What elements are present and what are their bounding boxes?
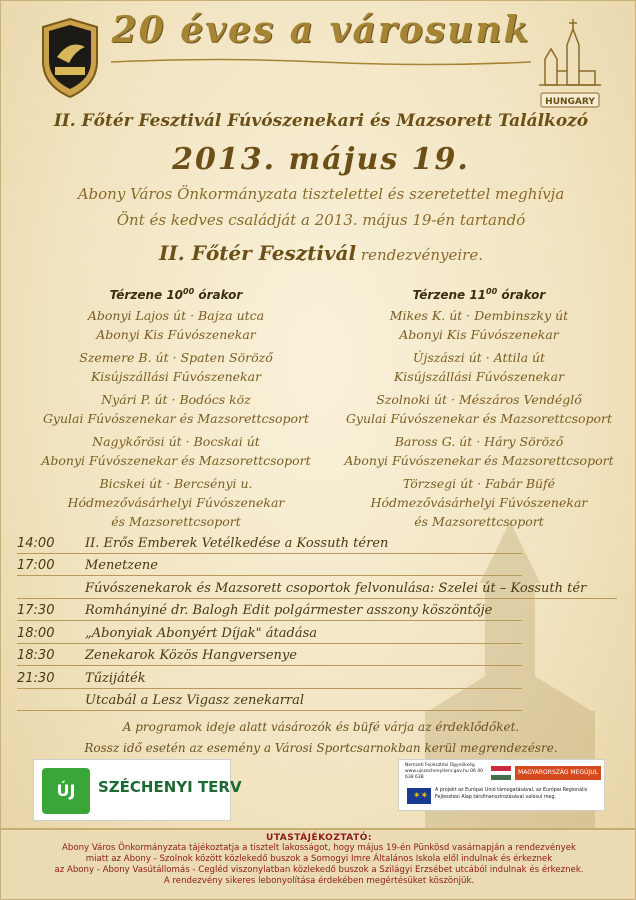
schedule-row xyxy=(17,576,617,599)
eu-flag-icon: ✶✶ xyxy=(407,788,431,804)
schedule-event: Romhányiné dr. Balogh Edit polgármester asszony köszöntője xyxy=(85,603,493,618)
stage-column-right xyxy=(344,287,614,535)
schedule-event: II. Erős Emberek Vetélkedése a Kossuth téren xyxy=(85,535,389,551)
szechenyi-terv-logo xyxy=(33,759,242,821)
stop-location: Nagykőrösi út · Bocskai út xyxy=(92,434,260,449)
stage-stop xyxy=(41,306,311,344)
hungary-church-icon xyxy=(535,15,605,111)
stop-location: Szolnoki út · Mészáros Vendéglő xyxy=(376,392,582,407)
schedule-event: Fúvószenekarok és Mazsorett csoportok felvonulása: Szelei út – Kossuth tér xyxy=(85,580,587,596)
info-title: UTASTÁJÉKOZTATÓ: xyxy=(266,833,372,843)
stage-column-left xyxy=(41,287,311,535)
hungary-label: HUNGARY xyxy=(545,97,595,107)
stop-band-extra: és Mazsorettcsoport xyxy=(414,514,544,529)
stage-stop xyxy=(41,474,311,531)
schedule-event: Tűzijáték xyxy=(85,670,146,686)
schedule-row xyxy=(17,689,522,712)
stage-stop xyxy=(344,390,614,428)
schedule-row xyxy=(17,621,522,644)
stage-stop xyxy=(344,432,614,470)
schedule-event: Menetzene xyxy=(85,558,158,573)
invitation-line-1: Abony Város Önkormányzata tisztelettel és szeretettel meghívja xyxy=(77,185,565,203)
schedule-row xyxy=(17,644,522,667)
info-line: Abony Város Önkormányzata tájékoztatja a tisztelt lakosságot, hogy május 19-én Pünkösd vasárnapján a rendezvények xyxy=(61,843,576,853)
schedule-row xyxy=(17,666,522,689)
stop-band-extra: és Mazsorettcsoport xyxy=(111,514,241,529)
abony-crest-icon xyxy=(35,17,105,99)
eu-funding-box xyxy=(398,759,605,811)
stop-location: Bicskei út · Bercsényi u. xyxy=(99,476,253,491)
schedule-time: 18:30 xyxy=(17,648,55,663)
stop-location: Újszászi út · Attila út xyxy=(412,350,546,365)
notes xyxy=(21,717,621,759)
stop-location: Nyári P. út · Bodócs köz xyxy=(101,392,251,407)
schedule-time: 17:30 xyxy=(17,603,55,618)
schedule-list xyxy=(17,531,627,711)
festival-name: II. Főtér Fesztivál Fúvószenekari és Mazsorett Találkozó xyxy=(53,111,589,131)
info-line: az Abony - Abony Vasútállomás - Cegléd viszonylatban közlekedő buszok a Szilágyi Erzsébet utcából indulnak és érkeznek. xyxy=(54,865,584,875)
stop-band: Gyulai Fúvószenekar és Mazsorettcsoport xyxy=(345,411,613,426)
schedule-row xyxy=(17,554,522,577)
stop-location: Mikes K. út · Dembinszky út xyxy=(389,308,569,323)
schedule-time xyxy=(17,708,85,710)
stop-band: Kisújszállási Fúvószenekar xyxy=(90,369,262,384)
festival-date: 2013. május 19. xyxy=(172,142,470,177)
schedule-time: 17:00 xyxy=(17,558,55,573)
schedule-event: „Abonyiak Abonyért Díjak" átadása xyxy=(85,625,317,641)
hungarian-flag-icon xyxy=(491,766,511,780)
invitation-line-3 xyxy=(21,241,621,265)
stop-band: Abonyi Fúvószenekar és Mazsorettcsoport xyxy=(344,453,614,468)
szechenyi-text: SZÉCHENYI TERV xyxy=(98,778,242,796)
schedule-event: Zenekarok Közös Hangversenye xyxy=(85,648,297,663)
stage-stop xyxy=(41,432,311,470)
invitation-festival-name: II. Főtér Fesztivál xyxy=(159,241,357,265)
note-bad-weather: Rossz idő esetén az esemény a Városi Sportcsarnokban kerül megrendezésre. xyxy=(84,741,558,755)
note-vendors: A programok ideje alatt vásározók és büfé várja az érdeklődőket. xyxy=(122,720,520,734)
stop-location: Baross G. út · Háry Söröző xyxy=(394,434,564,449)
stage-heading-left: Térzene $10^{00}$ órakor xyxy=(109,287,243,302)
stop-band: Abonyi Kis Fúvószenekar xyxy=(96,327,256,342)
stop-band: Abonyi Fúvószenekar és Mazsorettcsoport xyxy=(41,453,311,468)
passenger-info xyxy=(1,828,636,900)
page-title: 20 éves a városunk xyxy=(111,9,531,51)
stop-band: Hódmezővásárhelyi Fúvószenekar xyxy=(67,495,285,510)
stop-band: Gyulai Fúvószenekar és Mazsorettcsoport xyxy=(42,411,310,426)
stop-band: Abonyi Kis Fúvószenekar xyxy=(399,327,559,342)
stop-location: Törzsegi út · Fabár Büfé xyxy=(402,476,556,491)
stage-stop xyxy=(41,390,311,428)
stage-heading-right: Térzene $11^{00}$ órakor xyxy=(412,287,546,302)
szechenyi-mark-icon: ÚJ xyxy=(42,768,90,814)
schedule-time: 21:30 xyxy=(17,670,55,686)
stop-location: Szemere B. út · Spaten Söröző xyxy=(79,350,273,365)
schedule-time: 14:00 xyxy=(17,535,55,551)
stage-stop xyxy=(41,348,311,386)
title-ornament xyxy=(111,57,531,67)
schedule-row xyxy=(17,531,522,554)
schedule-time xyxy=(17,596,85,598)
stage-stop xyxy=(344,474,614,531)
invitation-line-3-rest: rendezvényeire. xyxy=(356,246,483,264)
stage-stop xyxy=(344,306,614,344)
schedule-row xyxy=(17,599,522,622)
nfu-text: Nemzeti Fejlesztési Ügynökség www.ujszechenyiterv.gov.hu 06 40 638 638 xyxy=(405,763,483,780)
info-line: miatt az Abony - Szolnok között közlekedő buszok a Somogyi Imre Általános Iskola elől indulnak és érkeznek xyxy=(85,854,553,864)
schedule-time: 18:00 xyxy=(17,625,55,641)
stop-location: Abonyi Lajos út · Bajza utca xyxy=(87,308,265,323)
stop-band: Kisújszállási Fúvószenekar xyxy=(393,369,565,384)
magyarorszag-megujul-badge: MAGYARORSZÁG MEGÚJUL xyxy=(515,766,601,780)
schedule-event: Utcabál a Lesz Vigasz zenekarral xyxy=(85,693,305,708)
invitation-line-2: Önt és kedves családját a 2013. május 19-én tartandó xyxy=(116,211,526,229)
stop-band: Hódmezővásárhelyi Fúvószenekar xyxy=(370,495,588,510)
info-line: A rendezvény sikeres lebonyolítása érdekében megértésüket köszönjük. xyxy=(163,876,475,886)
stage-stop xyxy=(344,348,614,386)
eu-funding-text: A projekt az Európai Unió támogatásával, az Európai Regionális Fejlesztési Alap társfinanszírozásával valósul meg. xyxy=(435,788,588,800)
